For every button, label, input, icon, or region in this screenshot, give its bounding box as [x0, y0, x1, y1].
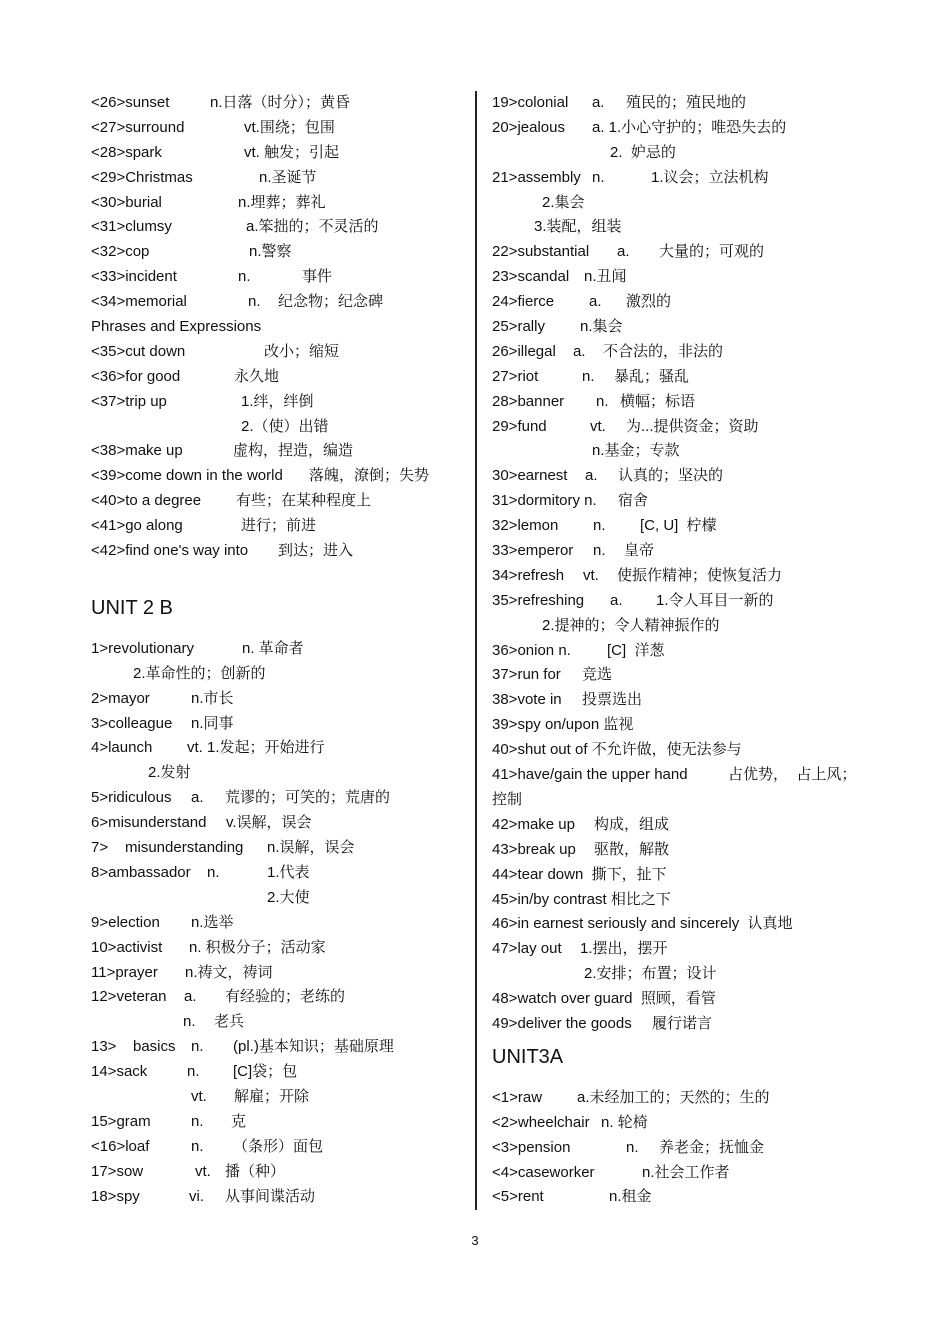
vocab-definition: 大量的；可观的 — [659, 243, 765, 261]
vocab-entry — [91, 936, 463, 961]
vocab-entry — [492, 763, 912, 788]
vocab-term: <26>sunset — [91, 94, 170, 111]
vocab-definition: a. — [617, 243, 630, 261]
vocab-term: <28>spark — [91, 143, 162, 161]
vocab-definition: 老兵 — [214, 1013, 245, 1031]
vocab-entry — [492, 215, 912, 240]
vocab-term: 9>election — [91, 913, 160, 931]
vocab-term: 12>veteran — [91, 988, 167, 1006]
vocab-term: 5>ridiculous — [91, 789, 172, 807]
vocab-term: 7> — [91, 839, 109, 857]
vocab-entry — [91, 141, 463, 166]
vocab-definition: v.误解，误会 — [226, 814, 312, 832]
vocab-entry — [91, 215, 463, 240]
vocab-entry — [91, 886, 463, 911]
vocab-definition: 认真的；坚决的 — [618, 467, 724, 485]
vocab-definition: n. — [248, 293, 261, 311]
vocab-definition: 2.（使）出错 — [241, 417, 329, 435]
vocab-term: 21>assembly — [492, 168, 581, 186]
vocab-entry — [91, 489, 463, 514]
vocab-definition: a. — [592, 94, 605, 111]
vocab-definition: n.埋葬；葬礼 — [238, 193, 326, 211]
vocab-entry — [91, 712, 463, 737]
vocab-definition: 横幅；标语 — [620, 392, 696, 410]
vocab-definition: misunderstanding — [125, 839, 244, 857]
vocab-definition: n.基金；专款 — [592, 442, 680, 460]
vocab-entry — [91, 116, 463, 141]
vocab-definition: 暴乱；骚乱 — [614, 367, 690, 385]
vocab-definition: a. — [191, 789, 204, 807]
vocab-entry — [492, 639, 912, 664]
vocab-entry — [91, 415, 463, 440]
vocab-definition: n. — [207, 863, 220, 881]
vocab-entry — [492, 912, 912, 937]
vocab-definition: n.祷文，祷词 — [185, 963, 273, 981]
vocab-entry — [91, 166, 463, 191]
vocab-definition: 到达；进入 — [278, 542, 354, 560]
vocab-entry — [492, 1136, 912, 1161]
vocab-definition: 1.摆出，摆开 — [580, 940, 668, 958]
vocab-definition: n.选举 — [191, 913, 234, 931]
vocab-definition: 纪念物；纪念碑 — [278, 293, 384, 311]
vocab-definition: 2.发射 — [148, 764, 191, 782]
vocab-term: 20>jealous — [492, 118, 565, 136]
vocab-definition: n.丑闻 — [584, 268, 627, 286]
vocab-term: 22>substantial — [492, 243, 590, 261]
vocab-definition: n. — [191, 1112, 204, 1130]
vocab-entry — [492, 738, 912, 763]
vocab-definition: 养老金；抚恤金 — [659, 1138, 765, 1156]
vocab-entry — [91, 1010, 463, 1035]
vocab-entry — [492, 614, 912, 639]
vocab-term: 10>activist — [91, 938, 163, 956]
vocab-term: 38>vote in — [492, 691, 562, 709]
vocab-term: 49>deliver the goods — [492, 1014, 632, 1032]
vocab-definition: 落魄，潦倒；失势 — [309, 467, 430, 485]
vocab-term: <34>memorial — [91, 293, 187, 311]
vocab-definition: 投票选出 — [582, 691, 643, 709]
vocab-definition: 履行诺言 — [652, 1014, 713, 1032]
vocab-entry — [91, 811, 463, 836]
vocab-definition: n.圣诞节 — [259, 168, 317, 186]
vocab-definition: （条形）面包 — [233, 1137, 324, 1155]
vocab-term: <41>go along — [91, 517, 183, 535]
unit-heading: UNIT 2 B — [91, 596, 173, 619]
vocab-term: 48>watch over guard 照顾，看管 — [492, 990, 716, 1008]
vocab-entry — [91, 836, 463, 861]
vocab-entry — [492, 1185, 912, 1210]
vocab-term: 35>refreshing — [492, 591, 585, 609]
vocab-entry — [492, 589, 912, 614]
vocab-definition: n.集会 — [580, 318, 623, 336]
vocab-entry — [492, 1012, 912, 1037]
vocab-definition: n. — [592, 168, 605, 186]
vocab-term: 45>in/by contrast 相比之下 — [492, 890, 671, 908]
vocab-entry — [91, 961, 463, 986]
vocab-entry — [492, 166, 912, 191]
vocab-entry — [91, 687, 463, 712]
vocab-entry — [492, 390, 912, 415]
vocab-definition: [C]袋；包 — [233, 1063, 298, 1081]
left-column — [91, 91, 463, 1209]
vocab-definition: n. 革命者 — [242, 639, 304, 657]
vocab-definition: 竞选 — [582, 666, 613, 684]
spacer — [492, 1037, 912, 1045]
vocab-list — [91, 91, 463, 564]
vocab-entry — [492, 713, 912, 738]
vocab-definition: vt. 1.发起；开始进行 — [187, 739, 325, 757]
vocab-definition: 3.装配，组装 — [534, 218, 622, 236]
vocab-term: 27>riot — [492, 367, 539, 385]
vocab-definition: n.误解，误会 — [267, 839, 355, 857]
vocab-definition: 永久地 — [234, 367, 280, 385]
vocab-definition: [C, U] 柠檬 — [640, 517, 717, 535]
vocab-definition: vt. — [590, 417, 606, 435]
vocab-entry — [91, 1060, 463, 1085]
vocab-definition: 从事间谍活动 — [225, 1187, 316, 1205]
vocab-term: 8>ambassador — [91, 863, 191, 881]
vocab-term: <4>caseworker — [492, 1163, 595, 1181]
vocab-entry — [91, 539, 463, 564]
vocab-definition: (pl.)基本知识；基础原理 — [233, 1038, 394, 1056]
vocab-definition: 殖民的；殖民地的 — [626, 94, 747, 111]
vocab-term: 47>lay out — [492, 940, 562, 958]
vocab-definition: vt.围绕；包围 — [244, 118, 335, 136]
vocab-term: 11>prayer — [91, 963, 158, 981]
vocab-definition: 宿舍 — [618, 492, 649, 510]
vocab-definition: 克 — [231, 1112, 247, 1130]
vocab-entry — [91, 1160, 463, 1185]
vocab-term: 30>earnest — [492, 467, 568, 485]
vocab-entry — [91, 985, 463, 1010]
vocab-term: <5>rent — [492, 1188, 544, 1206]
vocab-entry — [91, 1110, 463, 1135]
vocab-term: 28>banner — [492, 392, 565, 410]
vocab-definition: 事件 — [302, 268, 333, 286]
vocab-term: 3>colleague — [91, 714, 173, 732]
vocab-term: <33>incident — [91, 268, 177, 286]
vocab-entry — [492, 265, 912, 290]
vocab-definition: vt. — [191, 1087, 207, 1105]
vocab-term: 36>onion n. — [492, 641, 571, 659]
vocab-entry — [91, 662, 463, 687]
vocab-term: 13> — [91, 1038, 117, 1056]
vocab-term: 44>tear down 撕下，扯下 — [492, 865, 667, 883]
vocab-definition: 2. 妒忌的 — [610, 143, 676, 161]
vocab-definition: 虚构，捏造，编造 — [233, 442, 354, 460]
vocab-term: 32>lemon — [492, 517, 559, 535]
vocab-entry — [492, 415, 912, 440]
vocab-definition: 有些；在某种程度上 — [236, 492, 372, 510]
vocab-entry — [492, 788, 912, 813]
vocab-entry — [91, 340, 463, 365]
vocab-definition: 构成，组成 — [594, 815, 670, 833]
vocab-term: 23>scandal — [492, 268, 570, 286]
vocab-term: 18>spy — [91, 1187, 140, 1205]
vocab-entry — [91, 191, 463, 216]
vocab-entry — [492, 688, 912, 713]
spacer — [492, 1069, 912, 1086]
vocab-entry — [492, 663, 912, 688]
vocab-definition: n. — [191, 1038, 204, 1056]
vocab-definition: n. — [596, 392, 609, 410]
vocab-entry — [91, 861, 463, 886]
vocab-entry — [91, 390, 463, 415]
vocab-definition: 为...提供资金；资助 — [626, 417, 759, 435]
vocab-definition: 荒谬的；可笑的；荒唐的 — [225, 789, 391, 807]
vocab-entry — [492, 838, 912, 863]
vocab-entry — [492, 564, 912, 589]
vocab-definition: n. — [187, 1063, 200, 1081]
vocab-entry — [91, 464, 463, 489]
vocab-entry — [91, 290, 463, 315]
vocab-entry — [492, 191, 912, 216]
vocab-term: <40>to a degree — [91, 492, 202, 510]
vocab-term: <42>find one's way into — [91, 542, 249, 560]
vocab-term: <2>wheelchair — [492, 1113, 590, 1131]
vocab-entry — [492, 290, 912, 315]
vocab-term: 31>dormitory n. — [492, 492, 597, 510]
spacer — [91, 564, 463, 596]
vocab-term: 4>launch — [91, 739, 153, 757]
vocab-term: 41>have/gain the upper hand — [492, 766, 688, 784]
vocab-definition: 激烈的 — [626, 293, 672, 311]
vocab-term: <29>Christmas — [91, 168, 193, 186]
vocab-term: 43>break up — [492, 840, 576, 858]
vocab-term: <1>raw — [492, 1088, 543, 1106]
vocab-term: 2>mayor — [91, 689, 150, 707]
page-number: 3 — [471, 1233, 479, 1248]
right-column — [492, 91, 912, 1210]
vocab-definition: 使振作精神；使恢复活力 — [617, 566, 783, 584]
vocab-term: 控制 — [492, 790, 523, 808]
vocab-term: 1>revolutionary — [91, 639, 194, 657]
vocab-entry — [492, 962, 912, 987]
vocab-definition: [C] 洋葱 — [607, 641, 665, 659]
vocab-definition: vt. — [195, 1162, 211, 1180]
vocab-term: <36>for good — [91, 367, 181, 385]
vocab-term: 37>run for — [492, 666, 561, 684]
vocab-definition: 占优势， 占上风； — [728, 766, 857, 784]
vocab-entry — [492, 365, 912, 390]
vocab-definition: 2.革命性的；创新的 — [133, 664, 266, 682]
vocab-definition: 驱散，解散 — [594, 840, 670, 858]
vocab-term: 42>make up — [492, 815, 575, 833]
vocab-term: <38>make up — [91, 442, 183, 460]
vocab-entry — [492, 315, 912, 340]
vocab-definition: 播（种） — [225, 1162, 286, 1180]
vocab-term: 14>sack — [91, 1063, 148, 1081]
vocab-term: Phrases and Expressions — [91, 318, 262, 336]
vocab-entry — [91, 1085, 463, 1110]
vocab-definition: n. 积极分子；活动家 — [189, 938, 326, 956]
vocab-definition: 2.大使 — [267, 888, 310, 906]
vocab-term: 15>gram — [91, 1112, 151, 1130]
vocab-term: <39>come down in the world — [91, 467, 283, 485]
vocab-definition: 1.议会；立法机构 — [651, 168, 769, 186]
vocab-term: <16>loaf — [91, 1137, 150, 1155]
vocab-entry — [91, 736, 463, 761]
vocab-entry — [91, 365, 463, 390]
spacer — [91, 620, 463, 637]
vocab-definition: 1.令人耳目一新的 — [656, 591, 774, 609]
vocab-definition: n. — [593, 517, 606, 535]
vocab-definition: n. 轮椅 — [601, 1113, 648, 1131]
vocab-term: <32>cop — [91, 243, 150, 261]
vocab-definition: n.警察 — [249, 243, 292, 261]
vocab-entry — [91, 761, 463, 786]
vocab-entry — [492, 240, 912, 265]
vocab-definition: 1.绊，绊倒 — [241, 392, 314, 410]
vocab-entry — [492, 514, 912, 539]
vocab-entry — [492, 1086, 912, 1111]
vocab-term: <27>surround — [91, 118, 185, 136]
vocab-definition: vi. — [189, 1187, 204, 1205]
vocab-definition: vt. 触发；引起 — [244, 143, 340, 161]
vocab-definition: a.笨拙的；不灵活的 — [246, 218, 379, 236]
vocab-entry — [492, 340, 912, 365]
vocab-term: <3>pension — [492, 1138, 571, 1156]
vocab-entry — [91, 91, 463, 116]
vocab-definition: a.未经加工的；天然的；生的 — [577, 1088, 770, 1106]
vocab-entry — [91, 1035, 463, 1060]
vocab-definition: n.日落（时分）；黄昏 — [210, 94, 351, 111]
vocab-entry — [492, 1161, 912, 1186]
vocab-entry — [492, 937, 912, 962]
vocab-entry — [91, 1185, 463, 1210]
vocab-definition: 2.提神的；令人精神振作的 — [542, 616, 720, 634]
vocab-entry — [91, 240, 463, 265]
vocab-entry — [91, 1135, 463, 1160]
vocab-entry — [492, 464, 912, 489]
vocab-entry — [91, 514, 463, 539]
vocab-term: 46>in earnest seriously and sincerely 认真地 — [492, 915, 793, 933]
vocab-term: 25>rally — [492, 318, 545, 336]
unit-heading: UNIT3A — [492, 1045, 564, 1068]
vocab-list — [91, 637, 463, 1209]
vocab-definition: n.租金 — [609, 1188, 652, 1206]
vocab-entry — [492, 863, 912, 888]
vocab-entry — [492, 539, 912, 564]
vocab-term: 33>emperor — [492, 542, 574, 560]
vocab-term: <35>cut down — [91, 342, 186, 360]
vocab-definition: n. — [593, 542, 606, 560]
vocab-entry — [492, 141, 912, 166]
vocab-entry — [91, 439, 463, 464]
vocab-entry — [91, 911, 463, 936]
vocab-entry — [91, 786, 463, 811]
vocab-definition: n.市长 — [191, 689, 234, 707]
vocab-term: 29>fund — [492, 417, 547, 435]
vocab-entry — [492, 987, 912, 1012]
vocab-list — [492, 1086, 912, 1210]
vocab-term: 40>shut out of 不允许做，使无法参与 — [492, 741, 742, 759]
vocab-list — [492, 91, 912, 1037]
vocab-definition: n. — [238, 268, 251, 286]
vocab-term: <31>clumsy — [91, 218, 172, 236]
vocab-definition: a. — [573, 342, 586, 360]
vocab-entry — [492, 1111, 912, 1136]
vocab-term: 19>colonial — [492, 94, 569, 111]
vocab-definition: 不合法的，非法的 — [603, 342, 724, 360]
vocab-term: 6>misunderstand — [91, 814, 207, 832]
vocab-entry — [492, 439, 912, 464]
vocab-entry — [492, 489, 912, 514]
vocab-term: 24>fierce — [492, 293, 555, 311]
vocab-entry — [492, 91, 912, 116]
vocab-definition: 2.安排；布置；设计 — [584, 965, 717, 983]
vocab-term: 17>sow — [91, 1162, 144, 1180]
vocab-definition: basics — [133, 1038, 176, 1056]
vocab-definition: 2.集会 — [542, 193, 585, 211]
vocab-definition: 解雇；开除 — [234, 1087, 310, 1105]
vocab-entry — [492, 888, 912, 913]
vocab-term: 39>spy on/upon 监视 — [492, 716, 634, 734]
vocab-entry — [492, 116, 912, 141]
vocab-entry — [492, 813, 912, 838]
vocab-definition: 进行；前进 — [241, 517, 317, 535]
vocab-definition: n.同事 — [191, 714, 234, 732]
vocab-definition: n. — [183, 1013, 196, 1031]
vocab-definition: a. — [589, 293, 602, 311]
vocab-entry — [91, 637, 463, 662]
vocab-definition: 皇帝 — [624, 542, 655, 560]
vocab-definition: n. — [626, 1138, 639, 1156]
vocab-definition: a. 1.小心守护的；唯恐失去的 — [592, 118, 787, 136]
vocab-definition: 有经验的；老练的 — [225, 988, 346, 1006]
vocab-term: <30>burial — [91, 193, 162, 211]
vocab-definition: a. — [610, 591, 623, 609]
vocab-entry — [91, 315, 463, 340]
vocab-term: <37>trip up — [91, 392, 167, 410]
vocab-definition: 1.代表 — [267, 863, 310, 881]
vocab-definition: vt. — [583, 566, 599, 584]
column-divider — [475, 91, 477, 1210]
vocab-definition: n. — [191, 1137, 204, 1155]
vocab-term: 26>illegal — [492, 342, 556, 360]
vocab-definition: a. — [585, 467, 598, 485]
vocab-term: 34>refresh — [492, 566, 565, 584]
vocab-definition: n. — [582, 367, 595, 385]
vocab-definition: n.社会工作者 — [642, 1163, 730, 1181]
vocab-definition: 改小；缩短 — [264, 342, 340, 360]
vocab-definition: a. — [184, 988, 197, 1006]
vocab-entry — [91, 265, 463, 290]
